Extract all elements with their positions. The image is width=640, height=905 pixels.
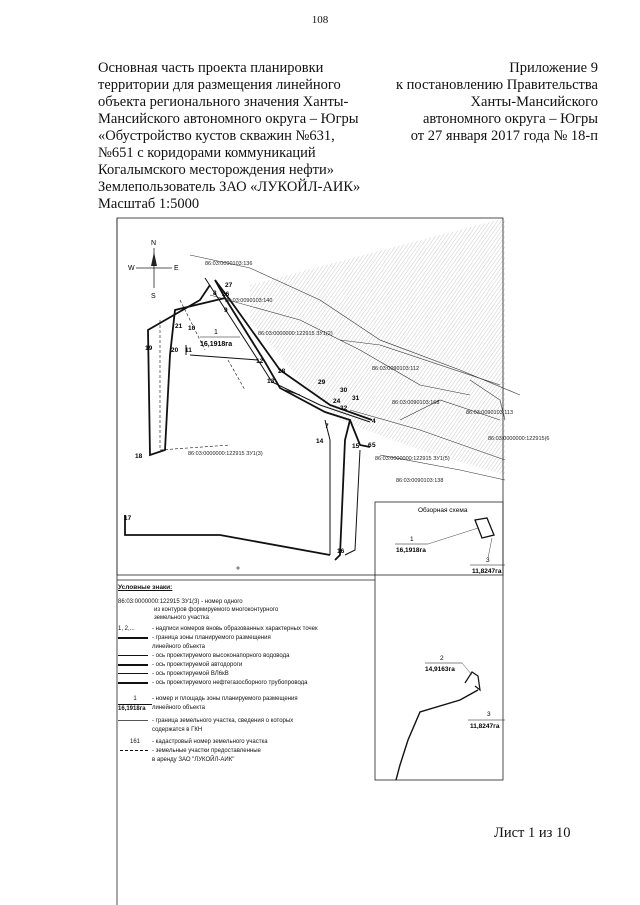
overview-zone-area: 16,1918га	[396, 547, 426, 554]
point-number: 26	[222, 291, 230, 298]
parcel-label: 86:03:0000000:122915 ЗУ1(3)	[188, 451, 263, 457]
point-number: 10	[188, 325, 196, 332]
appendix-line: к постановлению Правительства	[396, 77, 598, 93]
parcel-label: 86:03:0090103:112	[372, 366, 419, 372]
legend-text: - граница зоны планируемого размещения	[152, 635, 271, 641]
overview-zone-number: 3	[487, 711, 491, 718]
map-legend	[118, 584, 368, 765]
point-number: 4	[372, 418, 376, 425]
parcel-label: 86:03:0090103:140	[225, 298, 273, 304]
legend-text: - номер и площадь зоны планируемого размещения	[152, 696, 298, 702]
appendix-line: Ханты-Мансийского	[470, 94, 598, 110]
legend-text: линейного объекта	[152, 644, 205, 650]
overview-zone-area: 11,8247га	[472, 568, 502, 575]
parcel-label: 86:03:0000000:122915(6	[488, 436, 550, 442]
parcel-label: 86:03:0090103:168	[392, 400, 440, 406]
legend-text: линейного объекта	[152, 705, 205, 711]
legend-row	[118, 634, 368, 642]
legend-row	[118, 670, 368, 678]
overview-panel	[375, 502, 503, 780]
legend-row	[118, 661, 368, 669]
title-line: территории для размещения линейного	[98, 77, 341, 93]
legend-row	[118, 652, 368, 660]
zone-number: 1	[214, 329, 218, 336]
point-number: 14	[316, 438, 324, 445]
legend-title: Условные знаки:	[118, 584, 173, 591]
point-number: 21	[175, 323, 183, 330]
title-line: объекта регионального значения Ханты-	[98, 94, 349, 110]
point-number: 16	[337, 548, 345, 555]
legend-row	[118, 695, 368, 703]
point-number: 8	[213, 290, 217, 297]
legend-text: земельного участка	[154, 615, 209, 621]
compass-w: W	[128, 265, 135, 272]
compass-icon	[128, 240, 179, 300]
point-number: 31	[352, 395, 360, 402]
point-number: 20	[171, 347, 179, 354]
legend-text: в аренду ЗАО "ЛУКОЙЛ-АИК"	[152, 757, 235, 763]
point-number: 17	[124, 515, 132, 522]
point-number: 28	[278, 368, 286, 375]
title-line: Когалымского месторождения нефти»	[98, 162, 335, 178]
point-number: 29	[318, 379, 326, 386]
title-line: «Обустройство кустов скважин №631,	[98, 128, 335, 144]
scale-line: Масштаб 1:5000	[98, 196, 200, 212]
page-number: 108	[311, 14, 329, 26]
point-number: 12	[256, 358, 264, 365]
legend-text: - граница земельного участка, сведения о которых	[152, 718, 294, 724]
overview-title: Обзорная схема	[418, 507, 468, 514]
parcel-label: 86:03:0000000:122915 ЗУ1(2)	[258, 331, 333, 337]
forest-hatch-area	[250, 218, 505, 475]
parcel-label: 86:03:0090103:113	[466, 410, 513, 416]
appendix-line: от 27 января 2017 года № 18-п	[410, 128, 598, 144]
overview-zone-number: 3	[486, 557, 490, 564]
overview-zone-area: 14,9163га	[425, 666, 455, 673]
legend-row	[118, 679, 368, 687]
legend-symbol: 161	[129, 739, 140, 745]
appendix-line: Приложение 9	[509, 60, 598, 76]
legend-text: - ось проектируемого высоконапорного водовода	[152, 653, 290, 659]
legend-symbol: 1, 2,...	[118, 626, 135, 632]
legend-text: - ось проектируемой автодороги	[152, 662, 243, 668]
point-number: 18	[135, 453, 143, 460]
compass-n: N	[151, 240, 157, 247]
legend-example-code: 86:03:0000000:122915 ЗУ1(3) - номер одного	[118, 599, 243, 605]
point-number: 19	[145, 345, 153, 352]
point-number: 15	[352, 443, 360, 450]
legend-text: из контуров формируемого многоконтурного	[154, 607, 279, 613]
legend-row	[118, 726, 368, 734]
legend-symbol-pipeline	[118, 679, 152, 687]
legend-symbol-water-line	[118, 652, 152, 660]
legend-symbol-road	[118, 661, 152, 669]
overview-zone-number: 1	[410, 536, 414, 543]
legend-text: - надписи номеров вновь образованных характерных точек	[152, 626, 318, 632]
point-number: 11	[185, 347, 192, 354]
legend-symbol-zone-boundary	[118, 634, 152, 642]
title-line: №651 с коридорами коммуникаций	[98, 145, 316, 161]
point-number: 30	[340, 387, 348, 394]
legend-row	[118, 756, 368, 764]
legend-text: содержатся в ГКН	[152, 727, 203, 733]
legend-row	[118, 643, 368, 651]
point-number: 27	[225, 282, 233, 289]
overview-zone-number: 2	[440, 655, 444, 662]
legend-row	[118, 738, 368, 746]
point-number: 32	[340, 405, 348, 412]
overview-content	[395, 506, 505, 780]
compass-e: E	[174, 265, 179, 272]
zone-label	[200, 329, 240, 348]
legend-symbol-power-line	[118, 670, 152, 678]
title-line: Мансийского автономного округа – Югры	[98, 111, 359, 127]
legend-text: - земельные участки предоставленные	[152, 748, 261, 754]
parcel-label: 86:03:0000000:122915 ЗУ1(5)	[375, 456, 450, 462]
title-line: Основная часть проекта планировки	[98, 60, 324, 76]
appendix-line: автономного округа – Югры	[422, 111, 598, 127]
legend-row	[118, 625, 368, 633]
point-number: 6	[368, 442, 372, 449]
compass-s: S	[151, 293, 156, 300]
point-number: 5	[372, 442, 376, 449]
legend-symbol-lease	[118, 747, 152, 755]
legend-row	[118, 747, 368, 755]
legend-symbol: 1	[133, 696, 137, 702]
point-number: 9	[224, 307, 228, 314]
parcel-label: 86:03:0090103:138	[396, 478, 444, 484]
legend-text: - ось проектируемого нефтегазосборного трубопровода	[152, 680, 308, 686]
parcel-label: 86:03:0090103:136	[205, 261, 253, 267]
tick-marks	[236, 566, 240, 570]
land-user-line: Землепользователь ЗАО «ЛУКОЙЛ-АИК»	[98, 179, 361, 195]
legend-row	[118, 717, 368, 725]
legend-text: - кадастровый номер земельного участка	[152, 739, 268, 745]
legend-symbol-parcel-boundary	[118, 717, 152, 725]
legend-text: - ось проектируемой ВЛ6кВ	[152, 671, 229, 677]
overview-zone-area: 11,8247га	[470, 723, 500, 730]
point-number: 7	[325, 423, 329, 430]
zone-area: 16,1918га	[200, 341, 233, 348]
sheet-number: Лист 1 из 10	[494, 825, 571, 841]
legend-row	[118, 704, 368, 713]
point-number: 24	[333, 398, 341, 405]
legend-symbol: 16,1918га	[118, 704, 152, 713]
point-number: 13	[267, 378, 275, 385]
